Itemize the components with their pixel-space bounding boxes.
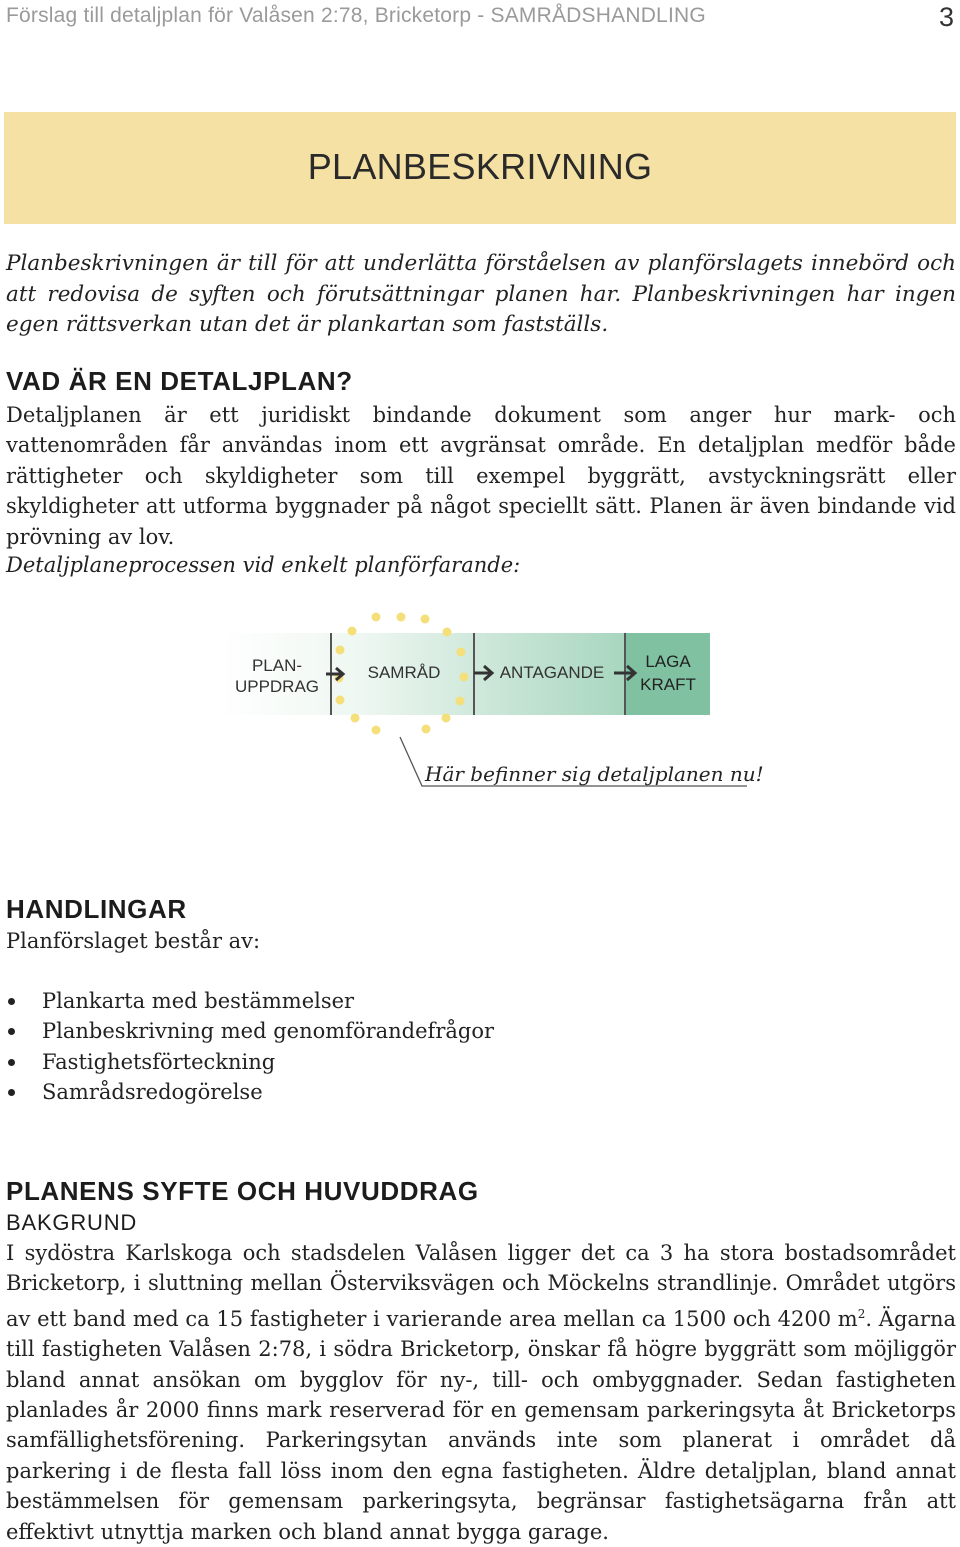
page-title: PLANBESKRIVNING	[307, 146, 653, 187]
process-diagram	[0, 600, 960, 820]
intro-paragraph: Planbeskrivningen är till för att underlätta förståelsen av planförslagets innebörd och att redovisa de syften och förutsättningar planen har. Planbeskrivningen har ingen egen rättsverkan utan det är plankartan som fastställs.	[6, 251, 956, 337]
process-label: Detaljplaneprocessen vid enkelt planförfarande:	[6, 553, 521, 577]
step-laga-kraft-box	[625, 633, 710, 715]
step-planuppdrag-label: PLAN-	[251, 656, 303, 675]
step-laga-kraft-label: KRAFT	[640, 675, 696, 694]
step-antagande-label: ANTAGANDE	[499, 663, 605, 682]
document-list	[6, 986, 494, 1108]
list-item: Planbeskrivning med genomförandefrågor	[6, 1016, 494, 1046]
heading-handlingar: HANDLINGAR	[6, 894, 187, 924]
subheading-bakgrund: BAKGRUND	[6, 1210, 138, 1235]
heading-planens-syfte: PLANENS SYFTE OCH HUVUDDRAG	[6, 1176, 479, 1206]
document-header-title: Förslag till detaljplan för Valåsen 2:78, Bricketorp - SAMRÅDSHANDLING	[6, 4, 706, 27]
page-number: 3	[938, 2, 954, 32]
list-item: Plankarta med bestämmelser	[6, 986, 494, 1016]
handlingar-intro: Planförslaget består av:	[6, 929, 261, 953]
step-planuppdrag-label: UPPDRAG	[234, 677, 320, 696]
list-item: Fastighetsförteckning	[6, 1047, 494, 1077]
bakgrund-text-part: . Ägarna till fastigheten Valåsen 2:78, i södra Bricketorp, önskar få högre byggrätt som möjliggör bland annat ansökan om bygglov för ny-, till- och ombyggnader. Sedan fastigheten planlades år 2000 finns mark reserverad för en gemensam parkeringsyta åt Bricketorps samfällighetsförening. Parkeringsytan används inte som planerat i området då parkering i de flesta fall löss inom den egna fastigheten. Äldre detaljplan, bland annat bestämmelsen för gemensam parkeringsyta, begränsar fastighetsägarna från att effektivt utnyttja marken och bland annat bygga garage.	[6, 1306, 956, 1544]
bakgrund-text-part: I sydöstra Karlskoga och stadsdelen Valåsen ligger det ca 3 ha stora bostadsområdet Bricketorp, i sluttning mellan Österviksvägen och Möckelns strandlinje. Området utgörs av ett band med ca 15 fastigheter i varierande area mellan ca 1500 och 4200 m	[6, 1241, 956, 1331]
superscript: 2	[857, 1306, 866, 1321]
list-item: Samrådsredogörelse	[6, 1077, 494, 1107]
callout-text: Här befinner sig detaljplanen nu!	[425, 762, 764, 786]
bakgrund-paragraph	[6, 1238, 956, 1547]
step-laga-kraft-label: LAGA	[645, 652, 691, 671]
detaljplan-paragraph: Detaljplanen är ett juridiskt bindande dokument som anger hur mark- och vattenområden får användas inom ett avgränsat område. En detaljplan medför både rättigheter och skyldigheter som till exempel byggrätt, avstyckningsrätt eller skyldigheter att utforma byggnader på något speciellt sätt. Planen är även bindande vid prövning av lov.	[6, 403, 956, 549]
heading-vad-ar-en-detaljplan: VAD ÄR EN DETALJPLAN?	[6, 366, 353, 396]
step-samrad-label: SAMRÅD	[367, 663, 441, 682]
